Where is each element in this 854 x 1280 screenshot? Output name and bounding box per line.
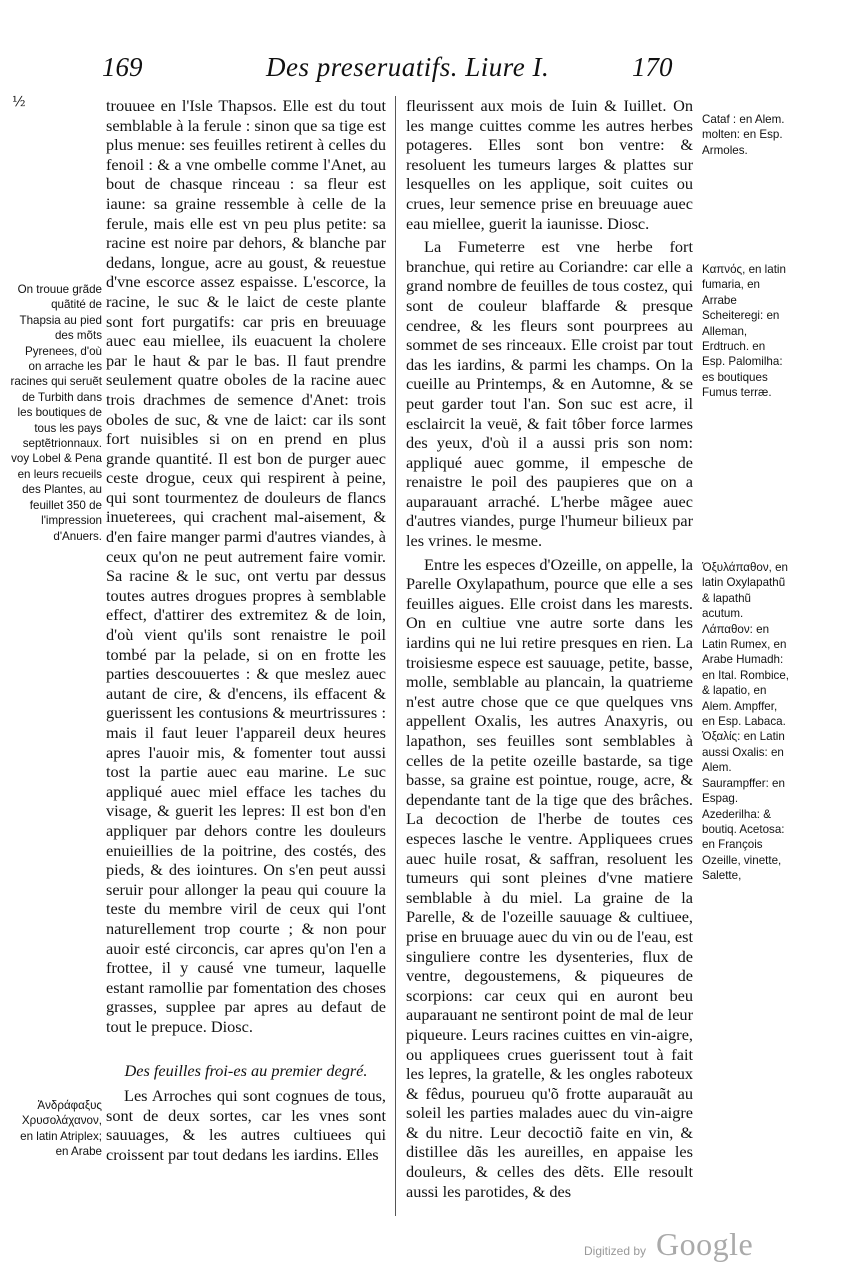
left-paragraph: trouuee en l'Isle Thapsos. Elle est du tout semblable à la ferule : sinon que sa tige est plus menue: ses feuilles retirent à celles du fenoil : & a vne ombelle comme l'Anet, au bout de chasque rinceau : sa fleur est iaune: sa graine ressemble à celle de la ferule, mais elle est vn peu plus petite: sa racine est noire par dehors, & blanche par dedans, longue, acre au goust, & reuestue d'vne escorce assez espaisse. L'escorce, la racine, le suc & le laict de ceste plante sont fort purgatifs: car pris en breuuage auec eau miellee, ils euacuent la cholere par le haut & par le bas. Il faut prendre seulement quatre oboles de la racine auec trois drachmes de semence d'Anet: trois oboles de suc, & vne de laict: car ils sont fort nuisibles si on en prend en plus grande quantité. Il est bon de purger auec ceste drogue, ceux qui respirent à peine, qui sont tourmentez de douleurs de flancs inueterees, qui crachent mal-aisement, & d'en faire manger parmi d'autres viandes, à ceux qu'on ne peut autrement faire vomir. Sa racine & le suc, ont vertu par dessus toutes autres drogues propres à semblable effect, d'attirer des extremitez & de loin, d'où vient qu'ils sont renaistre le poil tombé par la pelade, si on en frotte les parties descouuertes : & que meslez auec autant de cire, & d'encens, ils effacent & guerissent les contusions & meurtrissures : mais il faut leuer l'appareil deux heures apres l'auoir mis, & fomenter tout aussi tost la partie auec eau marine. Le suc appliqué auec miel efface les taches du visage, & guerit les lepres: Il est bon d'en appliquer par dehors contre les douleurs enuieillies de la poitrine, des costés, des pieds, & des iointures. On s'en peut aussi seruir pour allonger la peau qui couure la teste du membre viril de ceux qui l'ont naturellement trop courte ; & non pour auoir esté circoncis, car apres qu'on l'en a frottee, il y causé vne tumeur, laquelle estant ramollie par fomentation des choses grasses, supplee par apres au defaut de tout le prepuce. Diosc.: [106, 96, 386, 1036]
right-paragraph: fleurissent aux mois de Iuin & Iuillet. On les mange cuittes comme les autres herbes potageres. Elles sont bon ventre: & resoluent les tumeurs larges & plattes sur lesquelles on les applique, soit cuites ou crues, leur semence prise en breuuage auec eau miellee, guerit la iaunisse. Diosc.: [406, 96, 693, 233]
right-margin-note-arroche: Cataf : en Alem. molten: en Esp. Armoles.: [702, 113, 785, 157]
digitized-footer: [584, 1226, 774, 1266]
right-page-number: 170: [632, 52, 673, 82]
left-column: [106, 96, 386, 1168]
google-logo: Google: [656, 1226, 754, 1262]
right-margin-note-ozeille: Ὀξυλάπαθον, en latin Oxylapathũ & lapathũ acutum. Λάπαθον: en Latin Rumex, en Arabe Humadh: en Ital. Rombice, & lapatio, en Alem. Ampffer, en Esp. Labaca. Ὀξαλίς: en Latin aussi Oxalis: en Alem. Saurampffer: en Espag. Azederilha: & boutiq. Acetosa: en François Ozeille, vinette, Salette,: [702, 561, 789, 883]
right-paragraph-ozeille: Entre les especes d'Ozeille, on appelle, la Parelle Oxylapathum, pource que elle a ses feuilles aigues. Elle croist dans les marests. On en cultiue vne autre sorte dans les iardins qui ne lui retire presques en rien. La troisiesme espece est sauuage, petite, basse, molle, semblable au plancain, la quatrieme n'est autre chose que ce que quelques vns appellent Oxalis, les autres Anaxyris, ou lapathon, ses feuilles sont semblables à celles de la petite ozeille bastarde, sa tige basse, sa graine est pointue, rouge, acre, & dependante tant de la tige que des brâches. La decoction de l'herbe de toutes ces especes lasche le ventre. Appliquees crues auec huile rosat, & saffran, resoluent les tumeurs qui sont pleines d'vne matiere semblable à du miel. La graine de la Parelle, & de l'ozeille sauuage & cultiuee, prise en bruuage auec du vin ou de l'eau, est singuliere contre les dysenteries, flux de ventre, degoustemens, & piqueures de scorpions: car ceux qui en auront beu auparauant ne sentiront point de mal de leur piqueure. Leurs racines cuittes en vin-aigre, ou appliquees crues guerissent tout à fait les lepres, la gratelle, & les ongles raboteux & fêdus, pourueu qu'õ frotte auparauãt au soleil les parties malades auec du vin-aigre & du nitre. Leur decoctiõ faite en vin, & distillee dãs les aureilles, en appaise les douleurs, & celles des dẽts. Elle resoult aussi les parotides, & des: [406, 554, 693, 1201]
left-margin-note: On trouue grãde quãtité de Thapsia au pied des mõts Pyrenees, d'où on arrache les racines qui seruẽt de Turbith dans les boutiques de tous les pays septẽtrionnaux. voy Lobel & Pena en leurs recueils des Plantes, au feuillet 350 de l'impression d'Anuers.: [10, 283, 102, 543]
left-margin-mark: ½: [12, 94, 26, 110]
column-divider: [395, 96, 396, 1216]
running-title: Des preseruatifs. Liure I.: [266, 52, 550, 82]
digitized-by-text: Digitized by: [584, 1244, 647, 1258]
left-page-number: 169: [102, 52, 143, 82]
left-paragraph-arroches: Les Arroches qui sont cognues de tous, sont de deux sortes, car les vnes sont sauuages, & les autres cultiuees qui croissent par tout dedans les iardins. Elles: [106, 1086, 386, 1164]
running-header: [0, 52, 854, 94]
right-column: [406, 96, 693, 1205]
section-heading: Des feuilles froi-es au premier degré.: [124, 1060, 368, 1080]
left-margin-note-atriplex: Ἀνδράφαξυς Χρυσολάχανον, en latin Atriplex; en Arabe: [20, 1099, 102, 1159]
right-margin-note-fumeterre: Καπνός, en latin fumaria, en Arrabe Scheiteregi: en Alleman, Erdtruch. en Esp. Palomilha: es boutiques Fumus terræ.: [702, 263, 786, 400]
right-paragraph-fumeterre: La Fumeterre est vne herbe fort branchue, qui retire au Coriandre: car elle a grand nombre de feuilles de tous costez, qui sont de couleur blaffarde & presque cendree, & les fleurs sont pourprees au sommet de ses rinceaux. Elle croist par tout das les iardins, & parmi les champs. On la cueille au Printemps, & en Automne, & se peut garder tout l'an. Son suc est acre, il esclaircit la veuë, & fait tôber force larmes des yeux, d'où il a aussi pris son nom: appliqué auec gomme, il empesche de renaistre le poil des paupieres que on a auparauant arraché. L'herbe mãgee auec d'autres viandes, purge l'humeur bilieux par les vrines. le mesme.: [406, 237, 693, 551]
